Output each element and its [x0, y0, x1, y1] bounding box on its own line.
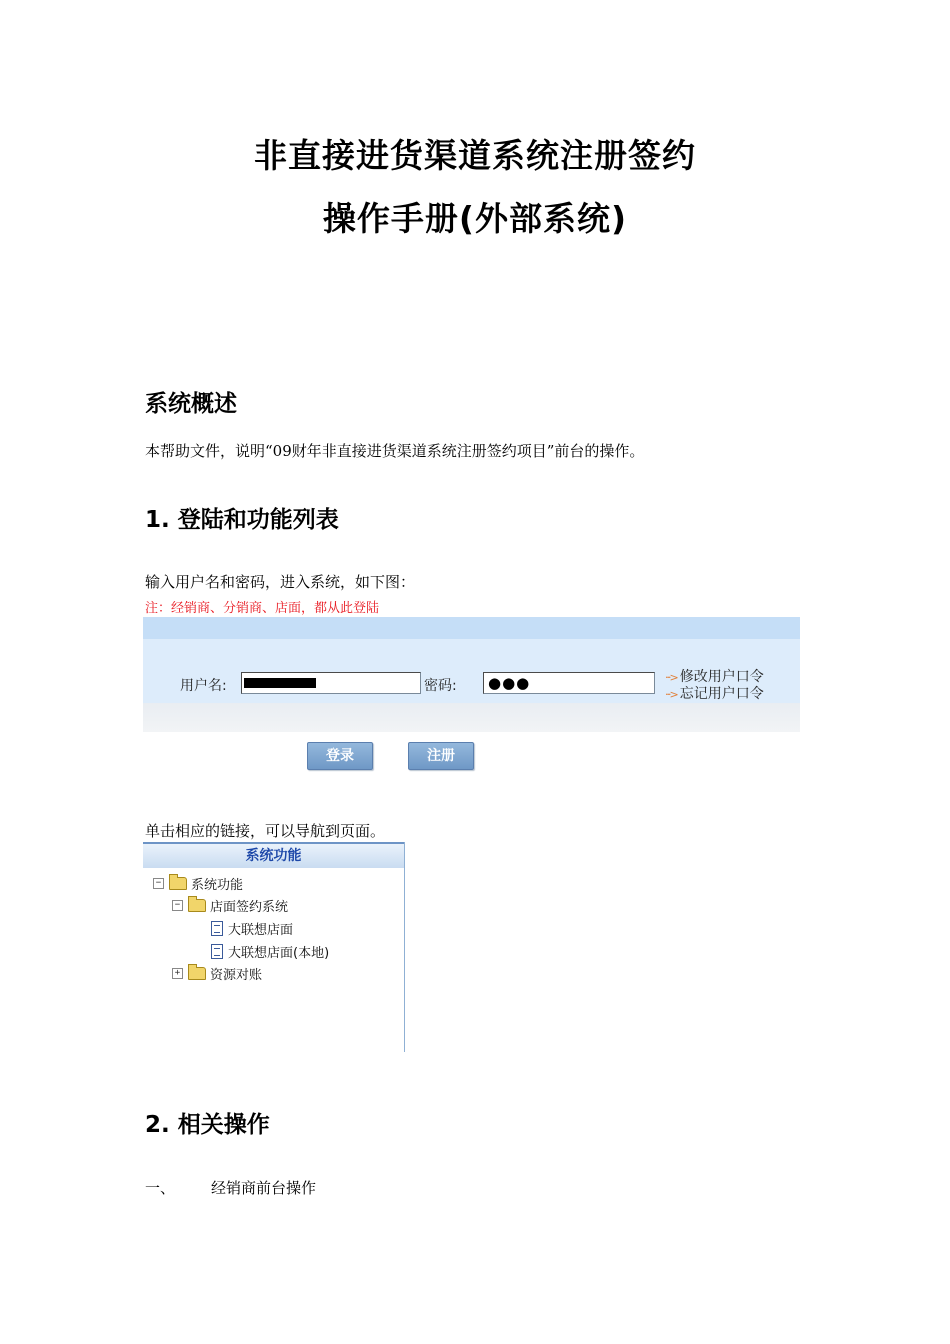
- tree-node-root[interactable]: [153, 874, 243, 893]
- tree-node-store-sign-label: 店面签约系统: [210, 900, 289, 915]
- tree-node-item2-label: 大联想店面(本地): [228, 946, 330, 961]
- nav-caption: 单击相应的链接，可以导航到页面。: [145, 822, 386, 840]
- forgot-password-label: 忘记用户口令: [679, 686, 764, 702]
- tree-node-item1-label: 大联想店面: [228, 923, 294, 938]
- section2-heading: 2. 相关操作: [145, 1112, 270, 1138]
- section1-heading: 1. 登陆和功能列表: [145, 507, 339, 533]
- login-note: 注：经销商、分销商、店面，都从此登陆: [145, 601, 380, 616]
- folder-open-icon: [188, 899, 206, 912]
- collapse-icon[interactable]: −: [153, 878, 164, 889]
- username-input[interactable]: [241, 672, 421, 694]
- function-tree-panel: [143, 842, 405, 1052]
- tree-node-resource-label: 资源对账: [210, 968, 263, 983]
- document-icon: [211, 944, 223, 959]
- section2-sub-text: 经销商前台操作: [211, 1179, 317, 1197]
- tree-node-root-label: 系统功能: [191, 878, 244, 893]
- document-title-line1: 非直接进货渠道系统注册签约: [254, 136, 696, 175]
- document-icon: [211, 921, 223, 936]
- overview-heading: 系统概述: [145, 391, 237, 417]
- expand-icon[interactable]: +: [172, 968, 183, 979]
- section2-sub-number: 一、: [145, 1179, 176, 1197]
- login-panel: [143, 617, 800, 732]
- overview-text: 本帮助文件，说明“09财年非直接进货渠道系统注册签约项目”前台的操作。: [145, 442, 645, 460]
- username-label: 用户名:: [180, 678, 227, 694]
- tree-header: 系统功能: [143, 842, 404, 868]
- password-input[interactable]: [483, 672, 655, 694]
- password-label: 密码:: [424, 678, 457, 694]
- tree-node-item1[interactable]: [211, 919, 293, 938]
- arrow-right-icon: ···>: [665, 671, 677, 684]
- folder-closed-icon: [188, 967, 206, 980]
- forgot-password-link[interactable]: [665, 683, 764, 703]
- register-button[interactable]: 注册: [408, 742, 474, 770]
- change-password-label: 修改用户口令: [679, 669, 764, 685]
- folder-open-icon: [169, 877, 187, 890]
- username-redaction: [244, 678, 316, 688]
- password-value: ●●●: [488, 674, 531, 692]
- collapse-icon[interactable]: −: [172, 900, 183, 911]
- section1-instruction: 输入用户名和密码，进入系统，如下图：: [145, 573, 416, 591]
- document-title-line2: 操作手册(外部系统): [322, 199, 628, 238]
- tree-node-store-sign[interactable]: [172, 896, 288, 915]
- tree-node-item2[interactable]: [211, 942, 329, 961]
- tree-node-resource[interactable]: [172, 964, 262, 983]
- login-button[interactable]: 登录: [307, 742, 373, 770]
- arrow-right-icon: ···>: [665, 688, 677, 701]
